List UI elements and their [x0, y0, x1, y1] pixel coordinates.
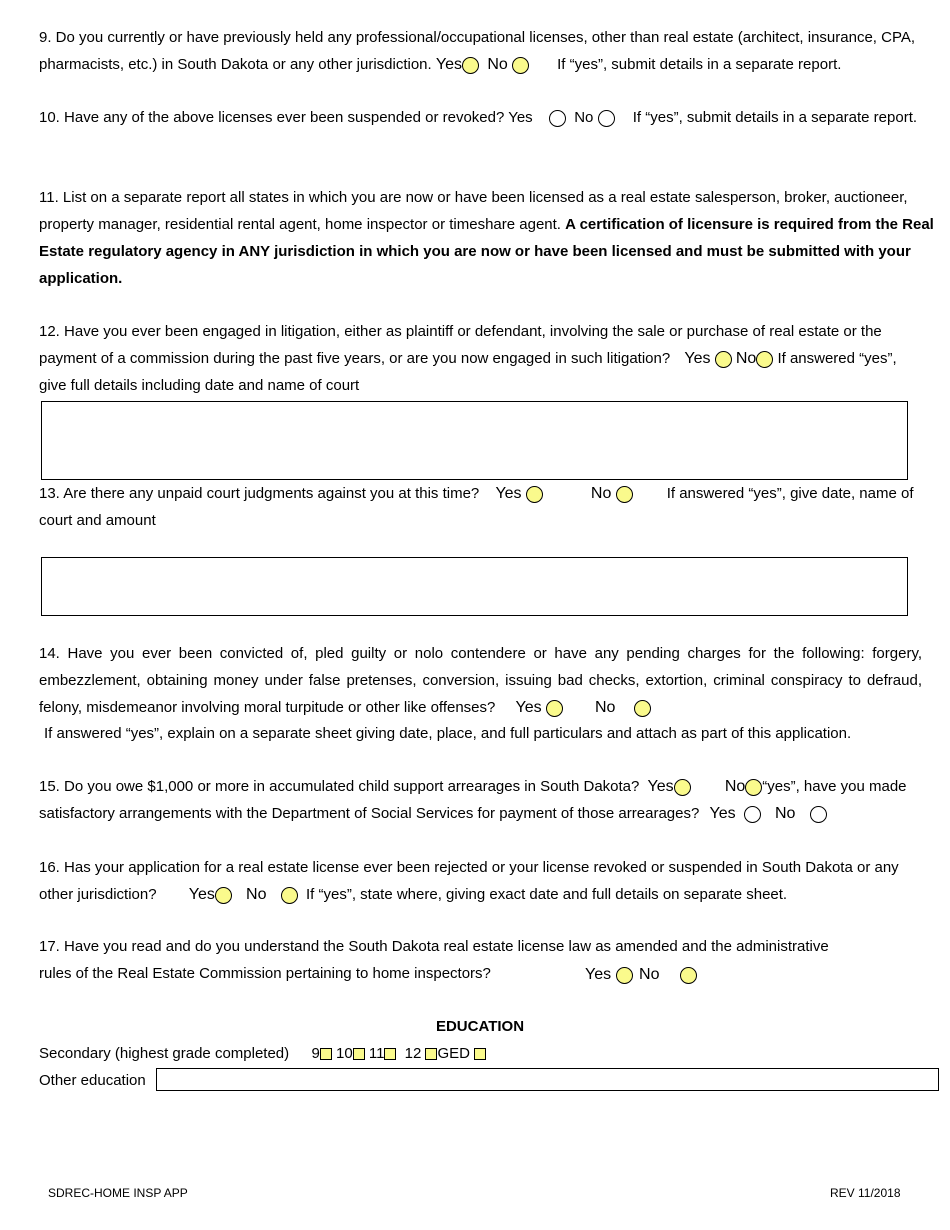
q14-yes-radio[interactable] [546, 700, 563, 717]
question-17-line-1 [39, 937, 829, 957]
q16-yes-radio[interactable] [215, 887, 232, 904]
q14-no-label: No [594, 699, 616, 716]
q14-note: If answered “yes”, explain on a separate sheet giving date, place, and full particulars and attach as part of this application. [44, 725, 852, 742]
question-17-text-1: 17. Have you read and do you understand the South Dakota real estate license law as amended and the administrative [39, 938, 829, 955]
q12-yes-label: Yes [684, 350, 711, 367]
grade-9-label: 9 [311, 1045, 320, 1062]
question-12 [39, 318, 922, 399]
question-16-text: 16. Has your application for a real estate license ever been rejected or your license revoked or suspended in South Dakota or any other jurisdiction? [39, 859, 899, 903]
q13-yes-radio[interactable] [526, 486, 543, 503]
q9-no-label: No [487, 56, 508, 73]
question-9 [39, 24, 922, 78]
q15-followup-no-radio[interactable] [810, 806, 827, 823]
q9-note: If “yes”, submit details in a separate report. [557, 56, 842, 73]
grade-10-label: 10 [336, 1045, 353, 1062]
question-16 [39, 854, 922, 908]
q10-note: If “yes”, submit details in a separate report. [632, 109, 918, 126]
question-15 [39, 773, 929, 827]
grade-10-checkbox[interactable] [353, 1048, 365, 1060]
question-10-text: 10. Have any of the above licenses ever been suspended or revoked? Yes [39, 109, 533, 126]
q15-yes-label: Yes [647, 778, 674, 795]
q9-yes-label: Yes [435, 56, 462, 73]
q11-certification-notice: A certification of licensure is required from the Real Estate regulatory agency in ANY jurisdiction in which you are now or have been licensed and must be submitted with your application. [39, 216, 934, 287]
grade-9-checkbox[interactable] [320, 1048, 332, 1060]
footer-revision: REV 11/2018 [830, 1186, 901, 1200]
question-14-text: 14. Have you ever been convicted of, pled guilty or nolo contendere or have any pending charges for the following: forgery, embezzlement, obtaining money under false pretenses, conversion, issuing bad checks, extortion, criminal conspiracy to defraud, felony, misdemeanor involving moral turpitude or other like offenses? [39, 645, 922, 716]
q12-yes-radio[interactable] [715, 351, 732, 368]
q15-followup-yes-label: Yes [709, 805, 736, 822]
question-11-text: 11. List on a separate report all states in which you are now or have been licensed as a real estate salesperson, broker, auctioneer, property manager, residential rental agent, home inspector or timeshare agent. [39, 189, 908, 233]
q13-yes-label: Yes [495, 485, 522, 502]
education-heading: EDUCATION [435, 1018, 525, 1035]
q12-note: If answered “yes”, give full details including date and name of court [39, 350, 897, 394]
q13-no-radio[interactable] [616, 486, 633, 503]
question-14 [39, 640, 922, 721]
q15-no-radio[interactable] [745, 779, 762, 796]
q10-no-label: No [574, 109, 594, 126]
q17-no-radio[interactable] [680, 967, 697, 984]
q16-yes-label: Yes [188, 886, 215, 903]
question-17-line-2 [39, 964, 491, 984]
q12-no-label: No [735, 350, 757, 367]
footer-form-id: SDREC-HOME INSP APP [48, 1186, 188, 1200]
q10-yes-radio[interactable] [549, 110, 566, 127]
question-12-text: 12. Have you ever been engaged in litigation, either as plaintiff or defendant, involving the sale or purchase of real estate or the payment of a commission during the past five years, or are you now engaged in such litigation? [39, 323, 882, 367]
q17-yes-radio[interactable] [616, 967, 633, 984]
question-17-text-2: rules of the Real Estate Commission pertaining to home inspectors? [39, 965, 491, 982]
q17-no-label: No [639, 966, 660, 983]
q13-details-field[interactable] [41, 557, 908, 616]
secondary-education-row [39, 1044, 486, 1064]
grade-11-checkbox[interactable] [384, 1048, 396, 1060]
q14-no-radio[interactable] [634, 700, 651, 717]
q16-no-label: No [246, 886, 267, 903]
q9-yes-radio[interactable] [462, 57, 479, 74]
grade-12-label: 12 [404, 1045, 422, 1062]
ged-checkbox[interactable] [474, 1048, 486, 1060]
q17-yes-label: Yes [585, 966, 612, 983]
other-education-field[interactable] [156, 1068, 939, 1091]
q15-followup-no-label: No [774, 805, 796, 822]
q16-note: If “yes”, state where, giving exact date and full details on separate sheet. [305, 886, 788, 903]
q12-details-field[interactable] [41, 401, 908, 480]
secondary-education-label: Secondary (highest grade completed) [39, 1045, 290, 1062]
q16-no-radio[interactable] [281, 887, 298, 904]
question-11 [39, 184, 939, 292]
question-13 [39, 480, 936, 534]
question-9-text: 9. Do you currently or have previously held any professional/occupational licenses, other than real estate (architect, insurance, CPA, pharmacists, etc.) in South Dakota or any other jurisdiction. [39, 29, 916, 73]
grade-12-checkbox[interactable] [425, 1048, 437, 1060]
other-education-label: Other education [39, 1072, 146, 1089]
q9-no-radio[interactable] [512, 57, 529, 74]
question-10 [39, 104, 922, 131]
q14-yes-label: Yes [515, 699, 542, 716]
q14-note-line [44, 720, 927, 747]
grade-11-label: 11 [368, 1045, 385, 1062]
q15-yes-radio[interactable] [674, 779, 691, 796]
q15-followup-yes-radio[interactable] [744, 806, 761, 823]
q15-no-label: No [724, 778, 746, 795]
q12-no-radio[interactable] [756, 351, 773, 368]
q10-no-radio[interactable] [598, 110, 615, 127]
q15-followup-text: “yes”, have you made satisfactory arrangements with the Department of Social Services for payment of those arrearages? [39, 778, 907, 822]
q13-note: If answered “yes”, give date, name of court and amount [39, 485, 914, 529]
ged-label: GED [437, 1045, 470, 1062]
q17-answers [585, 965, 697, 985]
q13-no-label: No [590, 485, 612, 502]
question-15-text: 15. Do you owe $1,000 or more in accumulated child support arrearages in South Dakota? [39, 778, 640, 795]
question-13-text: 13. Are there any unpaid court judgments against you at this time? [39, 485, 480, 502]
